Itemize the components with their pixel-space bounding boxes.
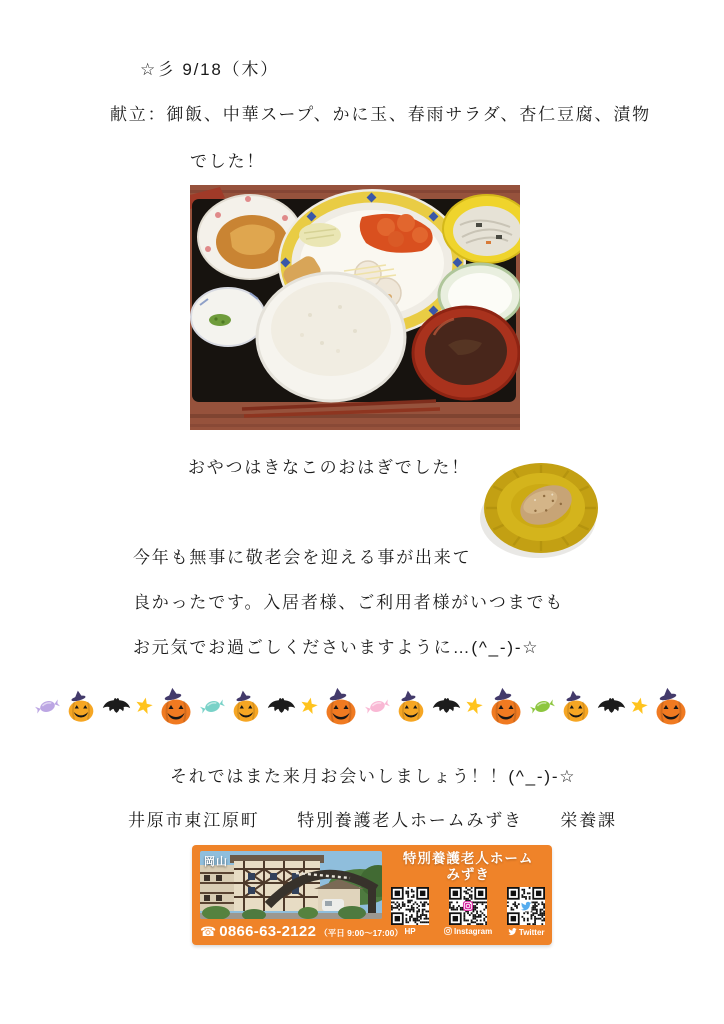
phone-hours: （平日 9:00～17:00） bbox=[319, 928, 403, 938]
pumpkin-icon bbox=[156, 686, 196, 726]
qr-label-twitter: Twitter bbox=[508, 927, 545, 938]
pumpkin-icon bbox=[394, 689, 428, 723]
twitter-logo-overlay bbox=[521, 900, 532, 911]
meal-photo-illustration bbox=[190, 185, 520, 430]
qr-twitter bbox=[507, 887, 545, 938]
footer-right-column bbox=[391, 851, 545, 940]
facility-name-line2: みずき bbox=[446, 866, 490, 882]
snack-photo-illustration bbox=[470, 448, 612, 568]
facility-name-line1: 特別養護老人ホーム bbox=[402, 851, 534, 866]
message-line: 良かったです。入居者様、ご利用者様がいつまでも bbox=[133, 593, 565, 612]
snack-photo bbox=[470, 448, 612, 568]
bat-icon bbox=[266, 697, 297, 716]
facility-building-photo bbox=[200, 851, 382, 919]
halloween-decoration-banner bbox=[0, 682, 724, 730]
star-icon bbox=[465, 697, 483, 715]
instagram-logo-overlay bbox=[463, 900, 474, 911]
menu-line: 献立：御飯、中華スープ、かに玉、春雨サラダ、杏仁豆腐、漬物 bbox=[110, 105, 651, 124]
pumpkin-icon bbox=[64, 689, 98, 723]
pumpkin-icon bbox=[559, 689, 593, 723]
star-icon bbox=[135, 697, 153, 715]
phone-icon: ☎ bbox=[200, 924, 217, 939]
bat-icon bbox=[101, 697, 132, 716]
candy-icon bbox=[34, 695, 61, 718]
address-line: 井原市東江原町 特別養護老人ホームみずき 栄養課 bbox=[128, 811, 617, 830]
candy-icon bbox=[529, 695, 556, 718]
pumpkin-icon bbox=[651, 686, 691, 726]
date-heading: ☆彡 9/18（木） bbox=[140, 60, 280, 79]
qr-instagram bbox=[444, 887, 492, 938]
bat-icon bbox=[431, 697, 462, 716]
qr-label-instagram: Instagram bbox=[444, 927, 492, 937]
qr-row bbox=[391, 887, 545, 938]
meal-photo bbox=[190, 185, 520, 430]
qr-pattern bbox=[391, 887, 429, 925]
pumpkin-icon bbox=[486, 686, 526, 726]
qr-code-hp bbox=[391, 887, 429, 925]
instagram-icon bbox=[444, 927, 452, 937]
facility-footer-banner bbox=[192, 845, 552, 945]
pumpkin-icon bbox=[321, 686, 361, 726]
twitter-icon bbox=[508, 927, 517, 938]
star-icon bbox=[630, 697, 648, 715]
candy-icon bbox=[364, 695, 391, 718]
qr-hp bbox=[391, 887, 429, 938]
candy-icon bbox=[199, 695, 226, 718]
region-label: 岡山 bbox=[204, 856, 228, 868]
qr-code-twitter bbox=[507, 887, 545, 925]
star-icon bbox=[300, 697, 318, 715]
phone-number: 0866-63-2122 bbox=[219, 923, 317, 940]
closing-line: それではまた来月お会いしましょう！！(^_-)-☆ bbox=[170, 767, 577, 786]
footer-left-column bbox=[200, 851, 403, 940]
bat-icon bbox=[596, 697, 627, 716]
menu-suffix-line: でした！ bbox=[190, 152, 266, 171]
message-line: お元気でお過ごしくださいますように…(^_-)-☆ bbox=[133, 638, 540, 657]
pumpkin-icon bbox=[229, 689, 263, 723]
phone-row bbox=[200, 923, 403, 940]
message-line: 今年も無事に敬老会を迎える事が出来て bbox=[133, 548, 472, 567]
snack-caption: おやつはきなこのおはぎでした！ bbox=[188, 458, 470, 477]
qr-code-instagram bbox=[449, 887, 487, 925]
qr-label-hp: HP bbox=[404, 926, 416, 936]
